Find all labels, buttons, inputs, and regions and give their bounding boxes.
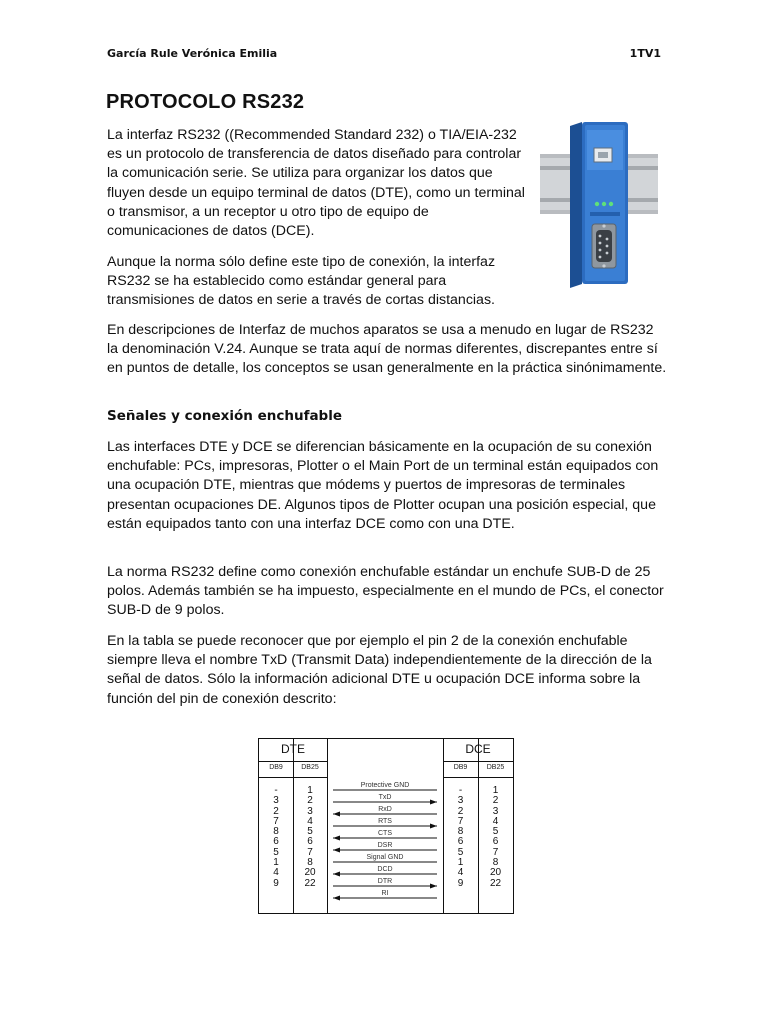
pin-number: 22	[304, 877, 316, 889]
pin-number: 7	[273, 815, 279, 827]
pin-number: 4	[457, 867, 464, 879]
page-title: PROTOCOLO RS232	[106, 91, 305, 113]
rs232-converter-image	[540, 122, 658, 290]
pin-number: 8	[457, 826, 464, 838]
page-header	[107, 47, 661, 60]
signal-name: CTS	[378, 830, 392, 837]
pin-number: 6	[457, 836, 464, 848]
pin-number: 3	[457, 795, 464, 807]
pin-number: 8	[492, 857, 499, 869]
pin-number: 5	[307, 826, 313, 838]
pin-number: 5	[457, 846, 464, 858]
pin-number: 2	[492, 795, 499, 807]
pin-number: 3	[307, 805, 313, 817]
pin-number: 7	[492, 846, 499, 858]
pin-number: 7	[457, 815, 464, 827]
pin-number: 9	[273, 877, 279, 889]
pin-number: 1	[492, 785, 499, 796]
dte-db9-header: DB9	[269, 764, 283, 771]
dce-header: DCE	[465, 742, 491, 756]
paragraph-intro: La interfaz RS232 ((Recommended Standard 232) o TIA/EIA-232 es un protocolo de transferencia de datos diseñado para controlar la comunicación serie. Se utiliza para organizar los datos que fluyen desde un equipo terminal de datos (DTE), como un terminal o transmisor, a un receptor u otro tipo de equipo de comunicaciones de datos (DCE).	[107, 127, 525, 240]
signal-name: RI	[381, 890, 389, 897]
dte-db25-header: DB25	[301, 764, 319, 771]
signal-name: DSR	[377, 842, 393, 849]
pin-number: 6	[492, 836, 499, 848]
pin-number: 7	[307, 846, 313, 858]
pin-number: -	[458, 785, 463, 796]
signal-name: DCD	[377, 866, 393, 873]
pin-number: 6	[273, 836, 279, 848]
dce-db9-column	[443, 786, 478, 889]
pin-number: 20	[489, 867, 502, 879]
pin-number: 4	[492, 815, 499, 827]
dce-db25-column	[478, 786, 513, 889]
pin-number: 1	[273, 857, 279, 869]
signal-name: Signal GND	[366, 854, 404, 861]
dce-db25-header: DB25	[486, 764, 505, 771]
pin-number: 3	[273, 795, 279, 807]
pin-number: 1	[457, 857, 464, 869]
table-divider	[443, 761, 513, 762]
signal-name: TxD	[378, 794, 392, 801]
paragraph-standard: Aunque la norma sólo define este tipo de conexión, la interfaz RS232 se ha establecido como estándar general para transmisiones de datos en serie a través de cortas distancias.	[107, 254, 496, 309]
pin-number: 4	[307, 815, 313, 827]
pin-number: 20	[304, 867, 316, 879]
paragraph-dte-dce: Las interfaces DTE y DCE se diferencian básicamente en la ocupación de su conexión enchufable: PCs, impresoras, Plotter o el Main Port de un terminal están equipados con una ocupación DTE, mientras que módems y puertos de impresoras de terminales presentan ocupaciones DE. Algunos tipos de Plotter ocupan una posición especial, que están equipados tanto con una interfaz DCE como con una DTE.	[107, 439, 659, 532]
pin-number: 5	[492, 826, 499, 838]
signal-name: Protective GND	[360, 782, 410, 789]
pin-number: 8	[307, 857, 313, 869]
pin-number: -	[274, 785, 278, 796]
paragraph-subd: La norma RS232 define como conexión enchufable estándar un enchufe SUB-D de 25 polos. Además también se ha impuesto, especialmente en el mundo de PCs, el conector SUB-D de 9 polos.	[107, 564, 664, 619]
pin-number: 2	[273, 805, 279, 817]
dte-header: DTE	[281, 742, 305, 756]
signal-lines	[329, 781, 441, 911]
rs232-pinout-table	[258, 738, 514, 914]
pin-number: 1	[307, 785, 313, 796]
pin-number: 3	[492, 805, 499, 817]
signal-name: RxD	[378, 806, 392, 813]
table-divider	[327, 739, 328, 913]
group-code: 1TV1	[629, 47, 661, 60]
dte-db9-column	[259, 786, 293, 889]
pin-number: 6	[307, 836, 313, 848]
dte-db25-column	[293, 786, 327, 889]
paragraph-v24: En descripciones de Interfaz de muchos aparatos se usa a menudo en lugar de RS232 la denominación V.24. Aunque se trata aquí de normas diferentes, discrepantes entre sí en puntos de detalle, los conceptos se usan generalmente en la práctica sinónimamente.	[107, 322, 667, 377]
signal-name: RTS	[378, 818, 392, 825]
pin-number: 5	[273, 846, 279, 858]
table-divider	[443, 777, 513, 778]
pin-number: 22	[489, 877, 502, 889]
pin-number: 8	[273, 826, 279, 838]
pin-number: 9	[457, 877, 464, 889]
section-heading: Señales y conexión enchufable	[107, 408, 343, 424]
author-name: García Rule Verónica Emilia	[107, 47, 278, 60]
signal-name: DTR	[377, 878, 393, 885]
dce-db9-header: DB9	[453, 764, 468, 771]
pin-number: 2	[457, 805, 464, 817]
table-divider	[259, 777, 327, 778]
table-divider	[259, 761, 327, 762]
paragraph-table-intro: En la tabla se puede reconocer que por ejemplo el pin 2 de la conexión enchufable siempre lleva el nombre TxD (Transmit Data) independientemente de la dirección de la señal de datos. Sólo la información adicional DTE u ocupación DCE informa sobre la función del pin de conexión descrito:	[107, 633, 652, 707]
pin-number: 4	[273, 867, 279, 879]
pin-number: 2	[307, 795, 313, 807]
